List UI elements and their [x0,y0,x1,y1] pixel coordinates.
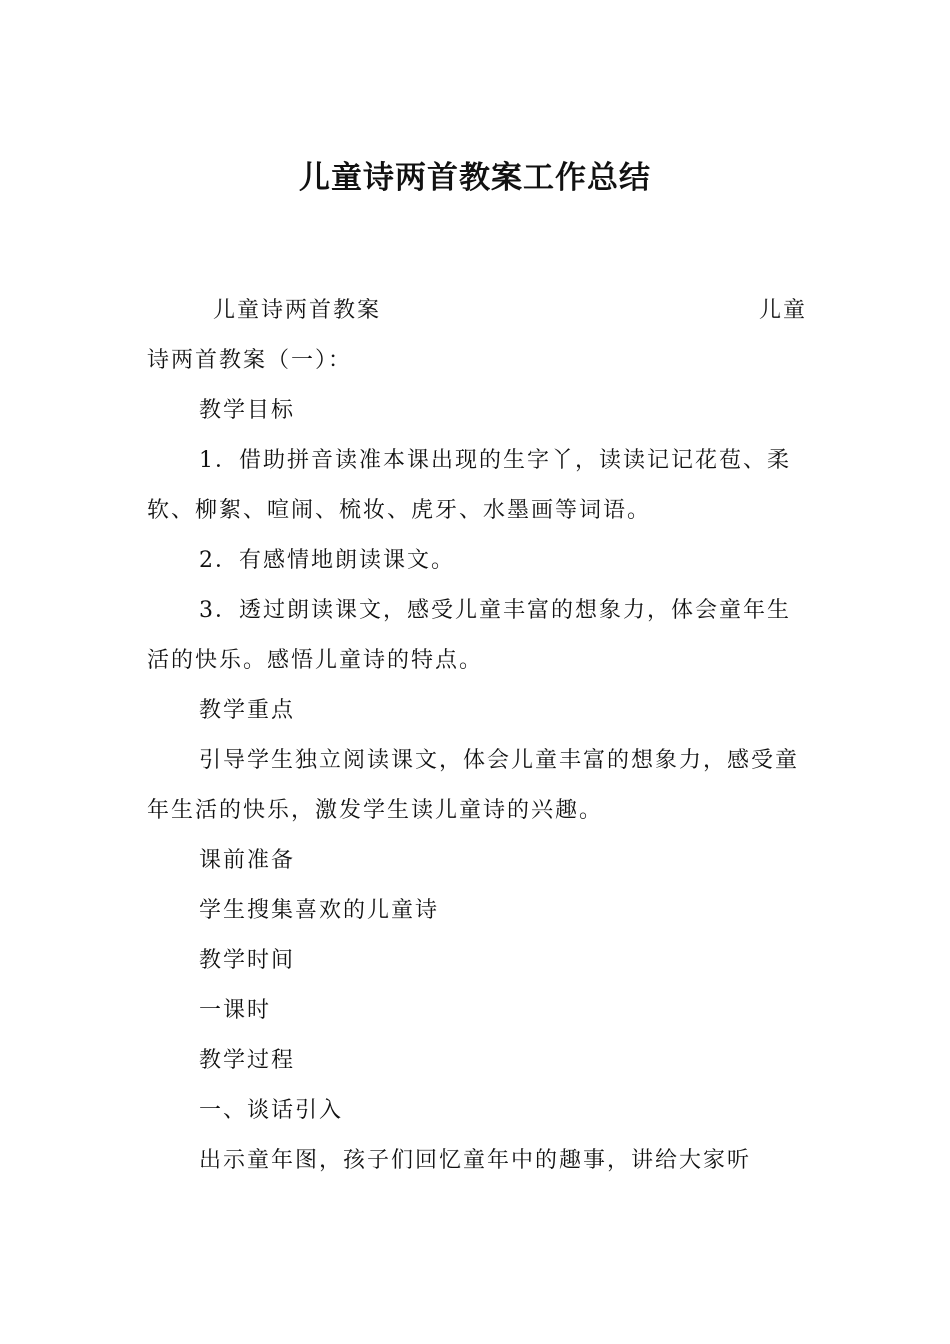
paragraph-key-points: 引导学生独立阅读课文，体会儿童丰富的想象力，感受童年生活的快乐，激发学生读儿童诗的兴趣。 [147,748,800,823]
intro-line [147,286,807,336]
paragraph-time: 一课时 [199,998,272,1023]
paragraph-objective-1: 1．借助拼音读准本课出现的生字丫，读读记记花苞、柔软、柳絮、喧闹、梳妆、虎牙、水墨画等词语。 [147,448,791,523]
paragraph-objective-2: 2．有感情地朗读课文。 [199,548,455,573]
paragraph-heading-preparation: 课前准备 [199,848,296,873]
intro-right-text: 儿童 [758,298,807,323]
intro-continuation: 诗两首教案（一）： [147,348,353,373]
paragraph-step-1-text: 出示童年图，孩子们回忆童年中的趣事，讲给大家听 [199,1148,752,1173]
document-title: 儿童诗两首教案工作总结 [299,160,651,196]
intro-left-text: 儿童诗两首教案 [213,298,382,323]
paragraph-heading-key-points: 教学重点 [199,698,296,723]
paragraph-objective-3: 3．透过朗读课文，感受儿童丰富的想象力，体会童年生活的快乐。感悟儿童诗的特点。 [147,598,791,673]
paragraph-step-1-heading: 一、谈话引入 [199,1098,344,1123]
paragraph-heading-process: 教学过程 [199,1048,296,1073]
paragraph-heading-objectives: 教学目标 [199,398,296,423]
paragraph-heading-time: 教学时间 [199,948,296,973]
paragraph-preparation: 学生搜集喜欢的儿童诗 [199,898,440,923]
document-body [147,286,807,1186]
